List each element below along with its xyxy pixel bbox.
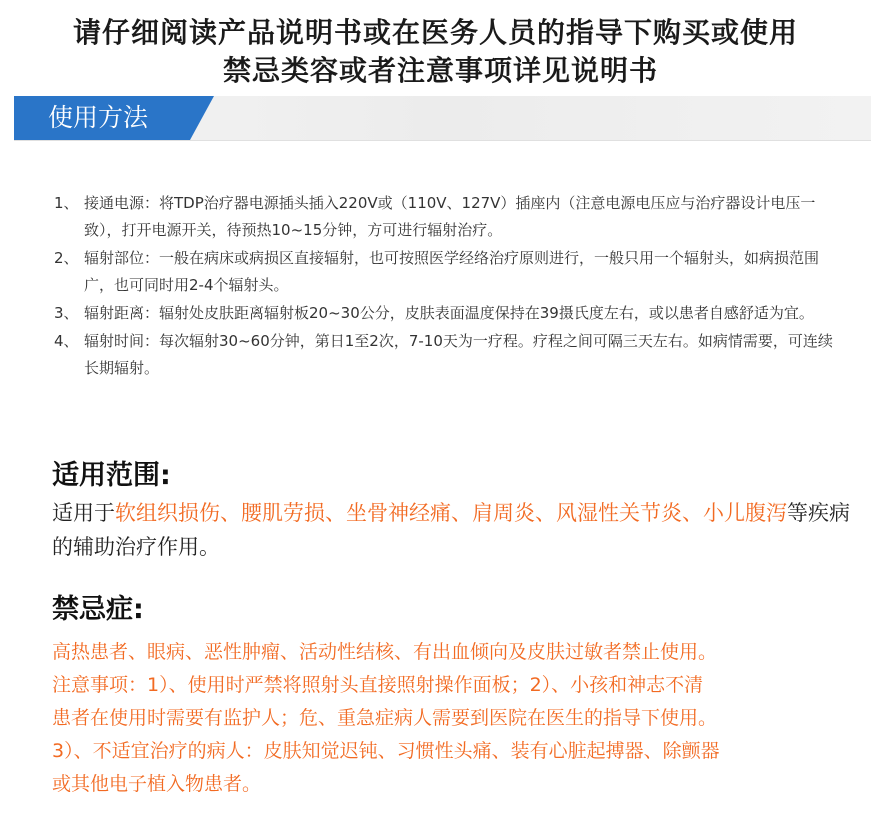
- usage-item-3: [54, 300, 844, 327]
- usage-section-title: 使用方法: [48, 103, 149, 132]
- usage-item-number: 4、: [54, 332, 79, 350]
- scope-suffix: 等疾病的辅助治疗作用。: [52, 501, 850, 559]
- contraindications-line-1: 高热患者、眼病、恶性肿瘤、活动性结核、有出血倾向及皮肤过敏者禁止使用。: [52, 641, 718, 663]
- scope-prefix: 适用于: [52, 501, 115, 525]
- usage-item-text: 接通电源：将TDP治疗器电源插头插入220V或（110V、127V）插座内（注意电源电压应与治疗器设计电压一致），打开电源开关，待预热10~15分钟，方可进行辐射治疗。: [84, 194, 816, 239]
- notice-line-1: 请仔细阅读产品说明书或在医务人员的指导下购买或使用: [72, 16, 798, 49]
- notice-line-2: 禁忌类容或者注意事项详见说明书: [222, 54, 658, 87]
- usage-item-4: [54, 328, 844, 382]
- usage-instructions-list: [54, 190, 844, 383]
- contraindications-text: [52, 636, 857, 801]
- usage-item-number: 1、: [54, 194, 79, 212]
- usage-item-text: 辐射部位：一般在病床或病损区直接辐射，也可按照医学经络治疗原则进行，一般只用一个辐射头，如病损范围广，也可同时用2-4个辐射头。: [84, 249, 820, 294]
- scope-highlight-conditions: 软组织损伤、腰肌劳损、坐骨神经痛、肩周炎、风湿性关节炎、小儿腹泻: [115, 501, 787, 525]
- usage-item-text: 辐射时间：每次辐射30~60分钟，第日1至2次，7-10天为一疗程。疗程之间可隔三天左右。如病情需要，可连续长期辐射。: [84, 332, 833, 377]
- usage-item-2: [54, 245, 844, 299]
- scope-title: 适用范围:: [52, 460, 171, 491]
- purchase-notice: [0, 14, 871, 90]
- usage-item-number: 3、: [54, 304, 79, 322]
- usage-item-1: [54, 190, 844, 244]
- contraindications-line-2: 注意事项：1）、使用时严禁将照射头直接照射操作面板；2）、小孩和神志不清: [52, 674, 704, 696]
- usage-item-text: 辐射距离：辐射处皮肤距离辐射板20~30公分，皮肤表面温度保持在39摄氏度左右，或以患者自感舒适为宜。: [84, 304, 814, 322]
- scope-text: [52, 496, 857, 564]
- contraindications-line-5: 或其他电子植入物患者。: [52, 773, 262, 795]
- contraindications-line-3: 患者在使用时需要有监护人；危、重急症病人需要到医院在医生的指导下使用。: [52, 707, 718, 729]
- contraindications-line-4: 3）、不适宜治疗的病人：皮肤知觉迟钝、习惯性头痛、装有心脏起搏器、除颤器: [52, 740, 720, 762]
- usage-item-number: 2、: [54, 249, 79, 267]
- contraindications-title: 禁忌症:: [52, 594, 144, 625]
